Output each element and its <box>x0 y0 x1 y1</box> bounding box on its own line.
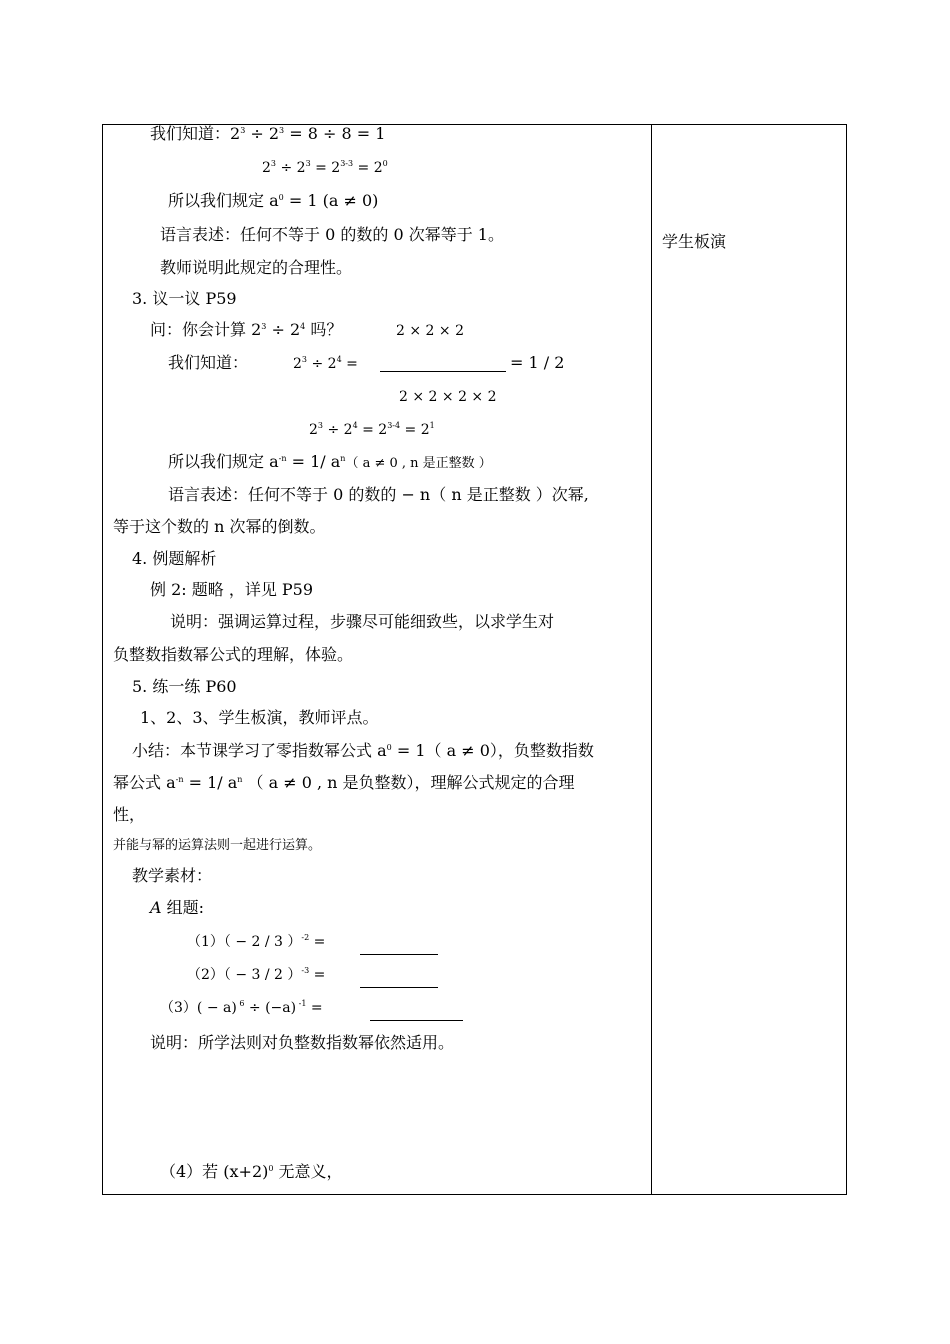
answer-blank-2 <box>360 987 438 988</box>
exercise-2: （2）（ − 3 / 2 ）$^{-3}$ = <box>187 966 326 983</box>
heading-group-a: A 组题: <box>150 898 205 917</box>
line-statement-negative: 语言表述：任何不等于 0 的数的 − n（ n 是正整数 ）次幂, <box>168 485 589 504</box>
line-example-2: 例 2: 题略 ，详见 P59 <box>150 580 314 599</box>
fraction-denominator: 2 × 2 × 2 × 2 <box>399 389 497 405</box>
line-note-2: 说明：所学法则对负整数指数幂依然适用。 <box>150 1033 455 1052</box>
line-rule-zero: 所以我们规定 $a^0 = 1$ (a ≠ 0) <box>168 191 379 210</box>
line-summary-4: 并能与幂的运算法则一起进行运算。 <box>113 838 322 853</box>
line-summary-1: 小结：本节课学习了零指数幂公式 $a^0 = 1$（ a ≠ 0），负整数指数 <box>132 741 594 760</box>
heading-example: 4. 例题解析 <box>132 549 217 568</box>
answer-blank-1 <box>360 954 438 955</box>
heading-discuss: 3. 议一议 P59 <box>132 289 237 308</box>
line-question: 问：你会计算 $2^3 \div 2^4$ 吗？ <box>150 320 343 339</box>
fraction-numerator: 2 × 2 × 2 <box>396 323 464 339</box>
fraction-bar <box>380 371 506 372</box>
heading-practice: 5. 练一练 P60 <box>132 677 237 696</box>
line-derivation-1: $2^3 \div 2^3 = 2^{3-3} = 2^0$ <box>262 159 388 176</box>
line-statement-zero: 语言表述：任何不等于 0 的数的 0 次幂等于 1。 <box>160 225 504 244</box>
line-statement-negative-cont: 等于这个数的 n 次幂的倒数。 <box>113 517 326 536</box>
answer-blank-3 <box>370 1020 463 1021</box>
side-note-student-board: 学生板演 <box>662 232 727 251</box>
line-summary-3: 性， <box>113 805 146 824</box>
line-known-2-expr: $2^3 \div 2^4$ = <box>293 355 358 372</box>
line-note-1: 说明：强调运算过程，步骤尽可能细致些，以求学生对 <box>170 612 555 631</box>
line-practice: 1、2、3、学生板演，教师评点。 <box>140 708 379 727</box>
exercise-1: （1）（ − 2 / 3 ）$^{-2}$ = <box>187 933 326 950</box>
line-known-1: 我们知道：$2^3 \div 2^3 = 8 \div 8 = 1$ <box>150 124 386 143</box>
heading-materials: 教学素材： <box>132 866 213 885</box>
line-derivation-2: $2^3 \div 2^4 = 2^{3-4} = 2^1$ <box>309 421 435 438</box>
line-rule-negative: 所以我们规定 $a^{-n} = 1/$ $a^n$（ a ≠ 0 , n 是正整数 ） <box>168 452 492 471</box>
fraction-result: = 1 / 2 <box>510 353 565 372</box>
exercise-4: （4）若 $(x+2)^0$ 无意义， <box>160 1162 343 1181</box>
line-note-1-cont: 负整数指数幂公式的理解，体验。 <box>113 645 354 664</box>
line-teacher-explain: 教师说明此规定的合理性。 <box>160 258 353 277</box>
line-summary-2: 幂公式 $a^{-n} = 1/$ $a^n$ （ a ≠ 0 , n 是负整数），理解公式规定的合理 <box>113 773 575 792</box>
column-divider <box>651 124 652 1195</box>
line-known-2-label: 我们知道： <box>168 353 249 372</box>
exercise-3: （3）( − a) $^6$ ÷ (−a) $^{-1}$ = <box>160 999 323 1016</box>
